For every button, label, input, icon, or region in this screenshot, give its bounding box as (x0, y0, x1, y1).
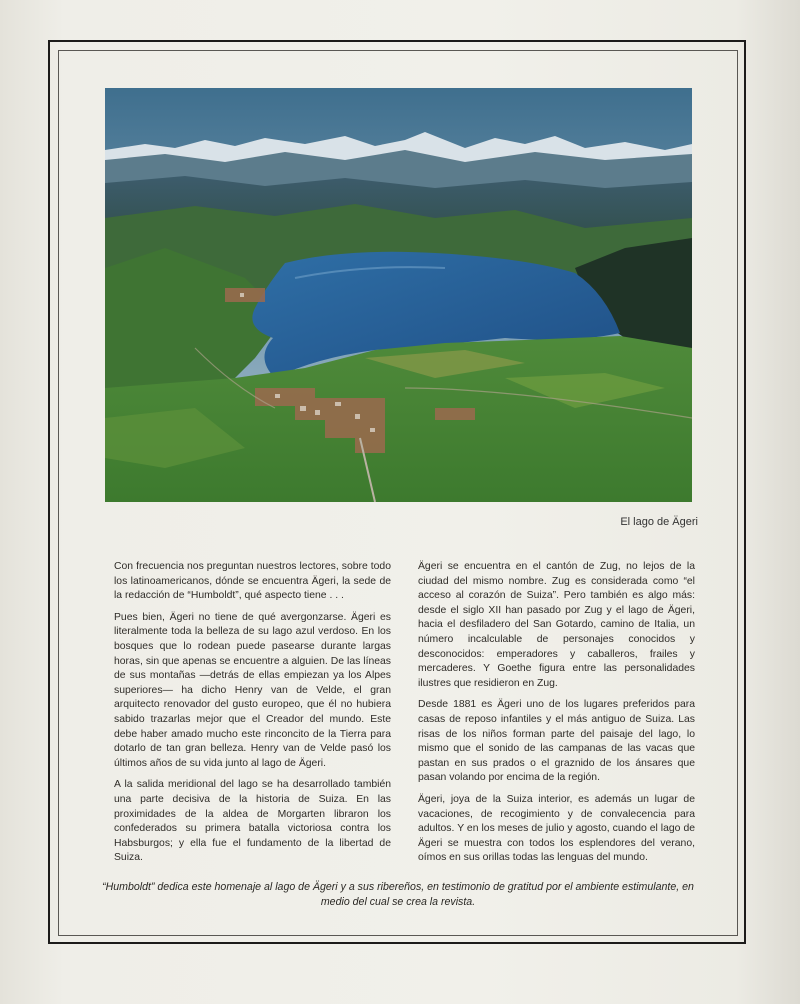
paragraph: Desde 1881 es Ägeri uno de los lugares preferidos para casas de reposo infantiles y el más antiguo de Suiza. Las risas de los niños forman parte del paisaje del lago, lo mismo que el sonido de las campanas de las vacas que pastan en sus prados o el graznido de los ánsares que pasan volando por encima de la región. (418, 699, 695, 784)
photo-caption: El lago de Ägeri (620, 516, 698, 528)
lake-aegeri-aerial-photo (105, 88, 692, 502)
paragraph: Ägeri, joya de la Suiza interior, es además un lugar de vacaciones, de recogimiento y de convalecencia para adultos. Y en los meses de julio y agosto, cuando el lago de Ägeri se muestra con todos los esplendores del verano, oímos en sus orillas todas las lenguas del mundo. (418, 793, 695, 864)
paragraph: Ägeri se encuentra en el cantón de Zug, no lejos de la ciudad del mismo nombre. Zug es considerada como “el acceso al corazón de Suiza”. Pero también es algo más: desde el siglo XII han pasado por Zug y el lago de Ägeri, hacia el desfiladero del San Gotardo, camino de Italia, un número incalculable de personajes conocidos y desconocidos: emperadores y caballeros, frailes y mercaderes. Y Goethe figura entre las personalidades ilustres que residieron en Zug. (418, 561, 695, 689)
text-column-left (114, 560, 391, 873)
paragraph: Pues bien, Ägeri no tiene de qué avergonzarse. Ägeri es literalmente toda la belleza de su lago azul verdoso. En los bosques que lo rodean puede pasearse durante largas horas, sin que apenas se encuentre a alguien. De las líneas de sus montañas —detrás de ellas empiezan ya los Alpes superiores— ha dicho Henry van de Velde, el gran arquitecto renovador del gusto europeo, que él no hubiera sabido trazarlas mejor que el Creador del mundo. Este debe haber amado mucho este rinconcito de la Tierra para dotarlo de tan gran belleza. Henry van de Velde pasó los últimos años de su vida junto al lago de Ägeri. (114, 611, 391, 769)
dedication-footer: “Humboldt” dedica este homenaje al lago de Ägeri y a sus ribereños, en testimonio de gratitud por el ambiente estimulante, en medio del cual se crea la revista. (102, 881, 694, 908)
text-column-right (418, 560, 695, 873)
paragraph: Con frecuencia nos preguntan nuestros lectores, sobre todo los latinoamericanos, dónde se encuentra Ägeri, la sede de la redacción de “Humboldt”, qué aspecto tiene . . . (114, 561, 391, 602)
paragraph: A la salida meridional del lago se ha desarrollado también una parte decisiva de la historia de Suiza. En las proximidades de la aldea de Morgarten libraron los confederados su primera batalla victoriosa contra los Habsburgos; y ella fue el fundamento de la libertad de Suiza. (114, 779, 391, 864)
